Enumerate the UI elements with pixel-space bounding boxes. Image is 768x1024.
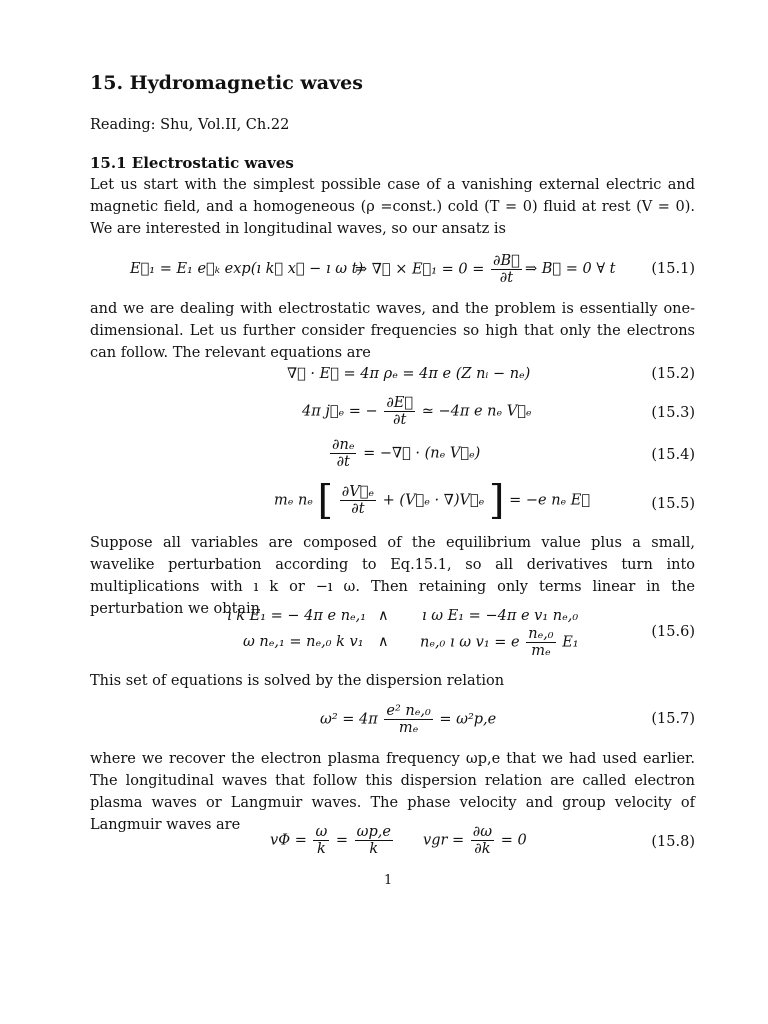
eq-15-3-fraction-num: ∂E⃗ <box>386 395 414 411</box>
eq-15-7-lhs: ω² = 4π <box>320 711 378 728</box>
eq-15-6-row1-left: ı k E₁ = − 4π e nₑ,₁ <box>227 608 367 624</box>
eq-15-8-fraction-c <box>471 824 494 857</box>
eq-15-8-fraction-a <box>313 824 329 857</box>
equation-15-2 <box>90 366 695 396</box>
eq-15-1-fraction-den: ∂t <box>499 270 514 286</box>
chapter-title: 15. Hydromagnetic waves <box>90 72 363 94</box>
eq-15-1-result: ⇒ B⃗ = 0 ∀ t <box>525 261 616 277</box>
eq-15-8-fraction-b-den: k <box>369 841 379 857</box>
eq-15-6-fraction <box>526 626 555 659</box>
equation-15-1 <box>90 253 695 286</box>
equation-15-4 <box>90 437 695 470</box>
eq-15-2-number: (15.2) <box>651 366 695 382</box>
eq-15-8-group-velocity <box>423 824 527 857</box>
eq-15-7-rhs: = ω²p,e <box>439 711 497 728</box>
eq-15-3-body <box>302 395 532 428</box>
eq-15-8-fraction-a-num: ω <box>315 824 328 840</box>
eq-15-3-rhs: ≃ −4π e nₑ V⃗ₑ <box>421 403 532 420</box>
eq-15-5-fraction <box>340 484 376 517</box>
paragraph-3: Suppose all variables are composed of the equilibrium value plus a small, wavelike perturbation according to Eq.15.1, so all derivatives turn into multiplications with ı k or −ı ω. Then retaining only terms linear in the perturbation we obtain <box>90 535 695 617</box>
eq-15-8-fraction-c-den: ∂k <box>474 841 491 857</box>
equation-15-7 <box>90 703 695 736</box>
eq-15-8-group-rhs: = 0 <box>500 832 527 849</box>
eq-15-1-fraction <box>491 253 522 286</box>
eq-15-5-fraction-num: ∂V⃗ₑ <box>341 484 375 500</box>
eq-15-6-row2-text: nₑ,₀ ı ω v₁ = e <box>420 634 520 651</box>
equation-15-5 <box>90 477 695 524</box>
eq-15-8-number: (15.8) <box>651 834 695 850</box>
eq-15-5-rhs: = −e nₑ E⃗ <box>509 492 591 509</box>
eq-15-1-number: (15.1) <box>651 261 695 277</box>
eq-15-6-row2-left: ω nₑ,₁ = nₑ,₀ k v₁ <box>243 634 364 650</box>
eq-15-7-body <box>320 703 496 736</box>
eq-15-8-phase-equals: = <box>335 832 349 849</box>
eq-15-4-fraction-num: ∂nₑ <box>332 437 355 453</box>
eq-15-4-number: (15.4) <box>651 447 695 463</box>
paragraph-1: Let us start with the simplest possible case of a vanishing external electric and magnetic field, and a homogeneous (ρ =const.) cold (T = 0) fluid at rest (V = 0). We are interested in longitudinal waves, so our ansatz is <box>90 177 695 237</box>
right-bracket: ] <box>488 477 505 524</box>
eq-15-6-fraction-num: nₑ,₀ <box>528 626 554 642</box>
eq-15-1-fraction-num: ∂B⃗ <box>493 253 520 269</box>
eq-15-5-body <box>274 477 591 524</box>
reading-reference: Reading: Shu, Vol.II, Ch.22 <box>90 117 290 133</box>
eq-15-1-ansatz: E⃗₁ = E₁ e⃗ₖ exp(ı k⃗ x⃗ − ı ω t) <box>130 261 364 277</box>
eq-15-8-fraction-a-den: k <box>316 841 326 857</box>
eq-15-7-fraction-num: e² nₑ,₀ <box>386 703 431 719</box>
paragraph-2: and we are dealing with electrostatic waves, and the problem is essentially one-dimensional. Let us further consider frequencies so high that only the electrons can follow. The relevant equations are <box>90 301 695 361</box>
eq-15-6-row2-right <box>420 626 579 659</box>
eq-15-5-fraction-den: ∂t <box>351 501 365 517</box>
eq-15-2-body: ∇⃗ · E⃗ = 4π ρₑ = 4π e (Z nᵢ − nₑ) <box>287 366 531 382</box>
eq-15-8-group-lhs: vgr = <box>423 832 465 849</box>
eq-15-6-number: (15.6) <box>651 624 695 640</box>
eq-15-3-fraction <box>384 395 415 428</box>
equation-15-8 <box>90 824 695 857</box>
section-heading: 15.1 Electrostatic waves <box>90 154 294 172</box>
eq-15-8-fraction-c-num: ∂ω <box>472 824 493 840</box>
eq-15-3-lhs: 4π j⃗ₑ = − <box>302 403 378 420</box>
equation-15-3 <box>90 395 695 428</box>
eq-15-5-lhs: mₑ nₑ <box>274 492 313 509</box>
eq-15-6-row1-right: ı ω E₁ = −4π e v₁ nₑ,₀ <box>422 608 579 624</box>
eq-15-6-row2-e1: E₁ <box>562 634 579 651</box>
eq-15-8-phase-velocity <box>270 824 395 857</box>
eq-15-4-fraction-den: ∂t <box>336 454 350 470</box>
eq-15-7-fraction <box>384 703 432 736</box>
eq-15-5-number: (15.5) <box>651 496 695 512</box>
eq-15-6-fraction-den: mₑ <box>531 643 551 659</box>
eq-15-8-fraction-b-num: ωp,e <box>356 824 391 840</box>
eq-15-4-rhs: = −∇⃗ · (nₑ V⃗ₑ) <box>363 445 481 462</box>
eq-15-8-fraction-b <box>355 824 393 857</box>
eq-15-4-body <box>328 437 480 470</box>
paragraph-5: where we recover the electron plasma frequency ωp,e that we had used earlier. The longitudinal waves that follow this dispersion relation are called electron plasma waves or Langmuir waves. The phase velocity and group velocity of Langmuir waves are <box>90 751 695 833</box>
page-number: 1 <box>384 873 393 888</box>
equation-15-6 <box>90 606 695 662</box>
eq-15-8-phase-lhs: vΦ = <box>270 832 307 849</box>
paragraph-4: This set of equations is solved by the dispersion relation <box>90 673 505 689</box>
eq-15-3-number: (15.3) <box>651 405 695 421</box>
eq-15-6-row2-op: ∧ <box>378 634 389 650</box>
eq-15-1-curl-text: ⇒ ∇⃗ × E⃗₁ = 0 = <box>355 261 485 278</box>
eq-15-7-fraction-den: mₑ <box>398 720 419 736</box>
eq-15-5-mid: + (V⃗ₑ · ∇)V⃗ₑ <box>382 492 485 509</box>
eq-15-4-fraction <box>330 437 356 470</box>
left-bracket: [ <box>317 477 334 524</box>
eq-15-3-fraction-den: ∂t <box>393 412 407 428</box>
eq-15-7-number: (15.7) <box>651 711 695 727</box>
eq-15-6-row1-op: ∧ <box>378 608 389 624</box>
eq-15-1-curl <box>355 253 524 286</box>
